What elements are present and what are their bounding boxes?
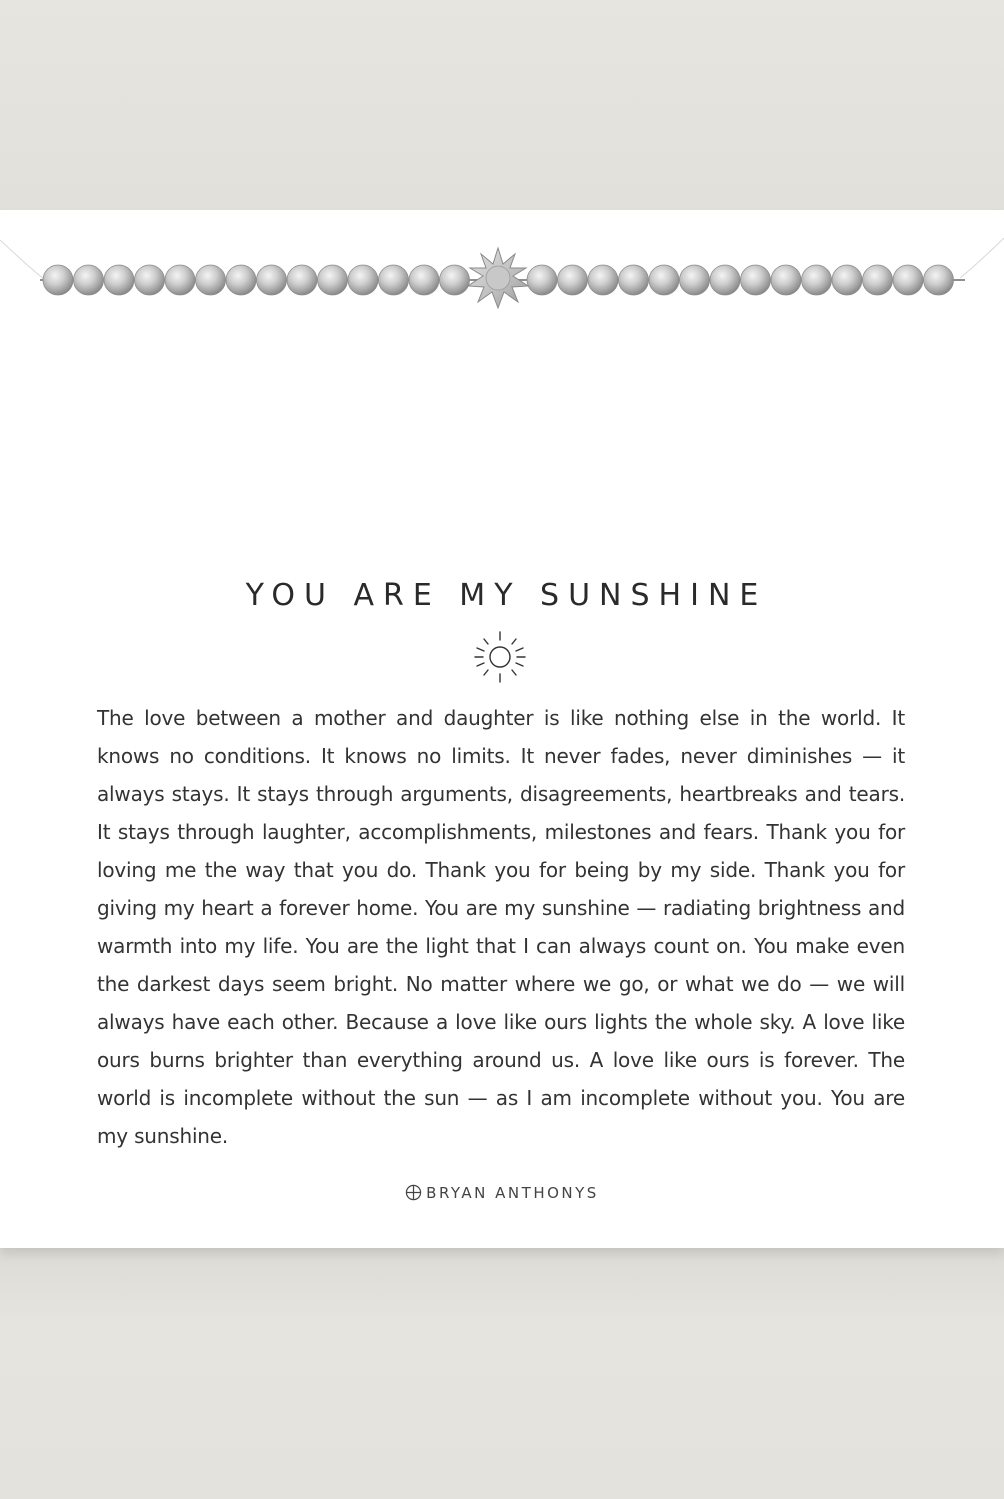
card-message: The love between a mother and daughter is like nothing else in the world. It knows no conditions. It knows no limits. It never fades, never diminishes — it always stays. It stays through arguments, disagreements, heartbreaks and tears. It stays through laughter, accomplishments, milestones and fears. Thank you for loving me the way that you do. Thank you for being by my side. Thank you for giving my heart a forever home. You are my sunshine — radiating brightness and warmth into my life. You are the light that I can always count on. You make even the darkest days seem bright. No matter where we go, or what we do — we will always have each other. Because a love like ours lights the whole sky. A love like ours burns brighter than everything around us. A love like ours is forever. The world is incomplete without the sun — as I am incomplete without you. You are my sunshine. (97, 706, 905, 1148)
sun-charm-icon (468, 248, 528, 308)
bead (863, 265, 893, 295)
bead (165, 265, 195, 295)
bead (802, 265, 832, 295)
bead (348, 265, 378, 295)
bracelet (0, 218, 1004, 328)
card-title: YOU ARE MY SUNSHINE (245, 578, 768, 613)
backdrop-top (0, 0, 1004, 210)
bead (135, 265, 165, 295)
bead (588, 265, 618, 295)
bead (771, 265, 801, 295)
bead (104, 265, 134, 295)
bead (74, 265, 104, 295)
bead (440, 265, 470, 295)
bead (741, 265, 771, 295)
bead (680, 265, 710, 295)
brand-logo-icon (405, 1184, 422, 1201)
bead (257, 265, 287, 295)
bead (619, 265, 649, 295)
bead (832, 265, 862, 295)
bead (924, 265, 954, 295)
bead (558, 265, 588, 295)
bead (318, 265, 348, 295)
bead (527, 265, 557, 295)
bead (893, 265, 923, 295)
bead (43, 265, 73, 295)
bead (379, 265, 409, 295)
bead (196, 265, 226, 295)
bead (710, 265, 740, 295)
brand-name: BRYAN ANTHONYS (426, 1184, 599, 1202)
backdrop-bottom (0, 1248, 1004, 1499)
bead (649, 265, 679, 295)
bead (409, 265, 439, 295)
bead (287, 265, 317, 295)
bead (226, 265, 256, 295)
sun-icon (473, 630, 527, 684)
brand-signature (0, 1181, 1004, 1205)
